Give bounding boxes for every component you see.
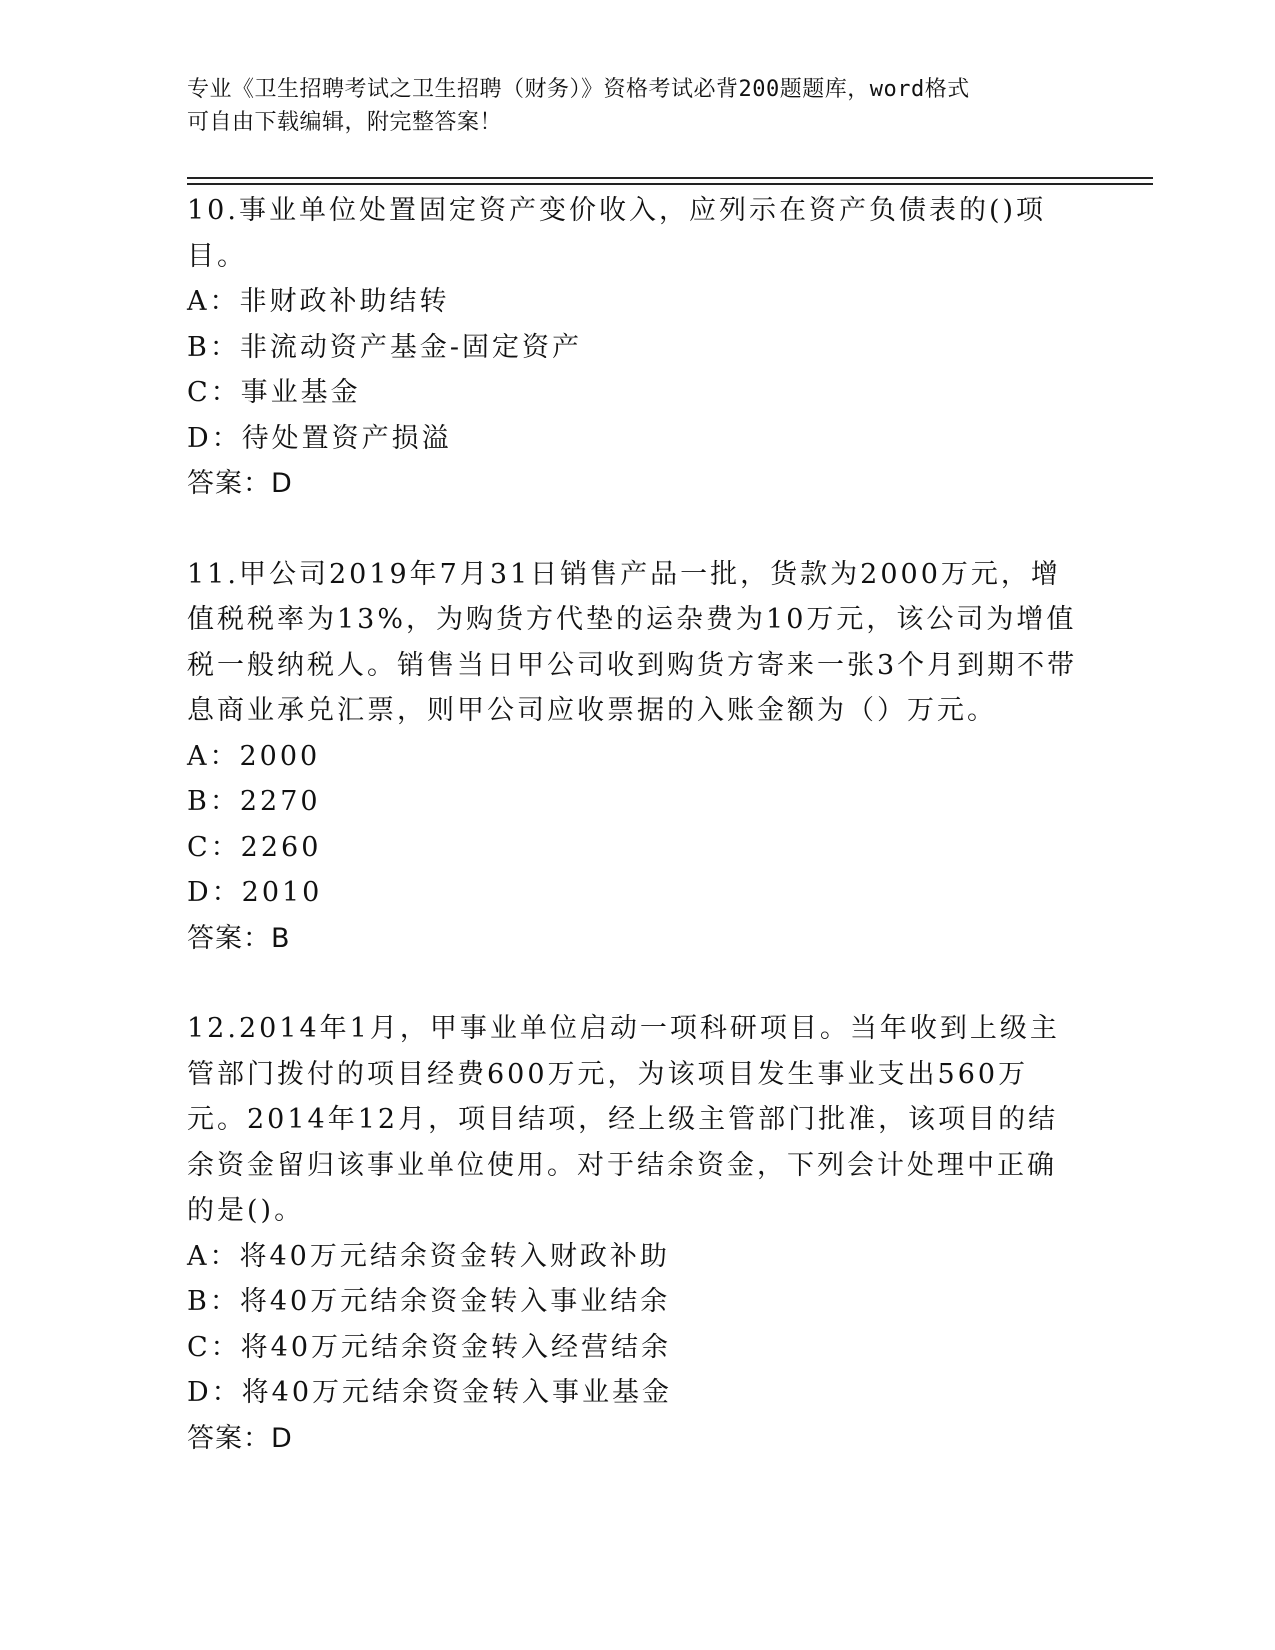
question-12 bbox=[187, 1006, 1087, 1461]
header-divider-bottom bbox=[187, 183, 1153, 185]
header-line-2: 可自由下载编辑，附完整答案！ bbox=[187, 110, 503, 135]
answer-text: 答案：D bbox=[187, 468, 293, 499]
answer-text: 答案：B bbox=[187, 922, 291, 954]
question-stem: 11.甲公司2019年7月31日销售产品一批，货款为2000万元，增值税税率为13%，为购货方代垫的运杂费为10万元，该公司为增值税一般纳税人。销售当日甲公司收到购货方寄来一张3个月到期不带息商业承兑汇票，则甲公司应收票据的入账金额为（）万元。 bbox=[187, 558, 1078, 726]
question-10 bbox=[187, 188, 1087, 507]
option-d: D：待处置资产损溢 bbox=[187, 422, 452, 454]
question-11 bbox=[187, 552, 1087, 962]
option-c: C：事业基金 bbox=[187, 377, 361, 408]
option-c: C：2260 bbox=[187, 831, 322, 863]
header-line-1: 专业《卫生招聘考试之卫生招聘（财务）》资格考试必背200题题库，word格式 bbox=[187, 77, 970, 102]
document-header bbox=[187, 73, 1087, 139]
option-d: D：将40万元结余资金转入事业基金 bbox=[187, 1377, 673, 1408]
header-divider-top bbox=[187, 177, 1153, 179]
option-a: A：将40万元结余资金转入财政补助 bbox=[187, 1240, 670, 1272]
option-b: B：2270 bbox=[187, 786, 321, 817]
question-stem: 12.2014年1月，甲事业单位启动一项科研项目。当年收到上级主管部门拨付的项目经费600万元，为该项目发生事业支出560万元。2014年12月，项目结项，经上级主管部门批准，该项目的结余资金留归该事业单位使用。对于结余资金，下列会计处理中正确的是()。 bbox=[187, 1013, 1060, 1226]
question-list bbox=[187, 188, 1087, 1506]
question-stem: 10.事业单位处置固定资产变价收入，应列示在资产负债表的()项目。 bbox=[187, 195, 1047, 272]
answer-text: 答案：D bbox=[187, 1422, 293, 1454]
option-d: D：2010 bbox=[187, 877, 323, 908]
option-b: B：非流动资产基金-固定资产 bbox=[187, 331, 582, 363]
option-c: C：将40万元结余资金转入经营结余 bbox=[187, 1331, 672, 1363]
option-a: A：非财政补助结转 bbox=[187, 286, 450, 317]
option-a: A：2000 bbox=[187, 740, 321, 772]
option-b: B：将40万元结余资金转入事业结余 bbox=[187, 1286, 671, 1317]
